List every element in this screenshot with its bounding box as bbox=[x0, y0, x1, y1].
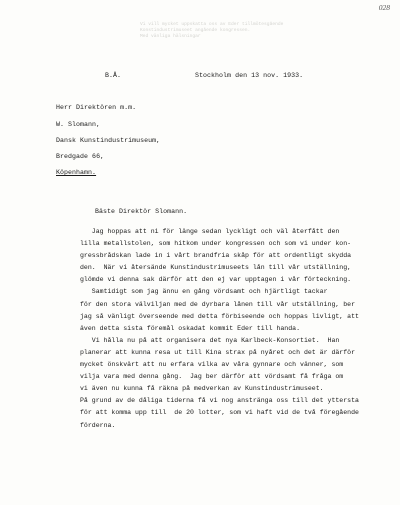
archive-number: 028 bbox=[378, 3, 390, 12]
recipient-institution: Dansk Kunstindustrimuseum, bbox=[56, 137, 161, 144]
show-through-text bbox=[140, 22, 380, 41]
salutation: Bäste Direktör Slomann. bbox=[95, 208, 188, 215]
body-line: glömde vi denna sak därför att den ej var upptagen i vår förteckning. bbox=[80, 276, 352, 284]
body-line: för att komma upp till de 20 lotter, som vi haft vid de två föregående bbox=[80, 409, 359, 417]
body-line: planerar att kunna resa ut till Kina strax på nyåret och det är därför bbox=[80, 348, 356, 356]
place-date: Stockholm den 13 nov. 1933. bbox=[195, 72, 304, 79]
body-line: Samtidigt som jag ännu en gång vördsamt och hjärtligt tackar bbox=[80, 288, 328, 296]
recipient-title: Herr Direktören m.m. bbox=[56, 104, 137, 111]
show-through-line: Konstindustrimuseet angående kongressen. bbox=[140, 28, 251, 34]
recipient-street: Bredgade 66, bbox=[56, 153, 105, 160]
recipient-name: W. Slomann, bbox=[56, 121, 101, 128]
body-line: förderna. bbox=[80, 421, 116, 429]
body-line: vi även nu kunna få räkna på medverkan av Kunstindustrimuseet. bbox=[80, 385, 324, 393]
body-line: Vi hålla nu på att organisera det nya Karlbeck-Konsortiet. Han bbox=[80, 336, 340, 344]
show-through-line: Vi vill mycket uppskatta oss av Eder tillmötesgående bbox=[140, 22, 284, 27]
show-through-line: Med vänliga hälsningar bbox=[140, 34, 201, 40]
body-line: jag så vänligt överseende med detta förbiseende och hoppas livligt, att bbox=[80, 312, 359, 320]
body-line: lilla metallstolen, som hitkom under kongressen och som vi under kon- bbox=[80, 240, 352, 248]
body-line: Jag hoppas att ni för länge sedan lyckligt och väl återfått den bbox=[80, 228, 340, 235]
body-line: På grund av de dåliga tiderna få vi nog anstränga oss till det yttersta bbox=[80, 397, 359, 405]
body-line: mycket önskvärt att nu erfara vilka av våra gynnare och vänner, som bbox=[80, 361, 344, 369]
body-line: för den stora välviljan med de dyrbara lånen till vår utställning, ber bbox=[80, 300, 356, 308]
body-line: vilja vara med denna gång. Jag ber därför att vördsamt få fråga om bbox=[80, 373, 344, 381]
body-line: även detta sista föremål oskadat kommit Eder till handa. bbox=[80, 324, 301, 332]
letter-body bbox=[80, 226, 380, 432]
recipient-city: Köpenhamn. bbox=[56, 169, 97, 176]
body-line: den. När vi återsände Kunstindustrimuseets lån till vår utställning, bbox=[80, 264, 352, 272]
body-line: gressbrådskan lade in i vårt brandfria skåp för att ordentligt skydda bbox=[80, 252, 352, 260]
sender-initials: B.Å. bbox=[105, 72, 122, 79]
